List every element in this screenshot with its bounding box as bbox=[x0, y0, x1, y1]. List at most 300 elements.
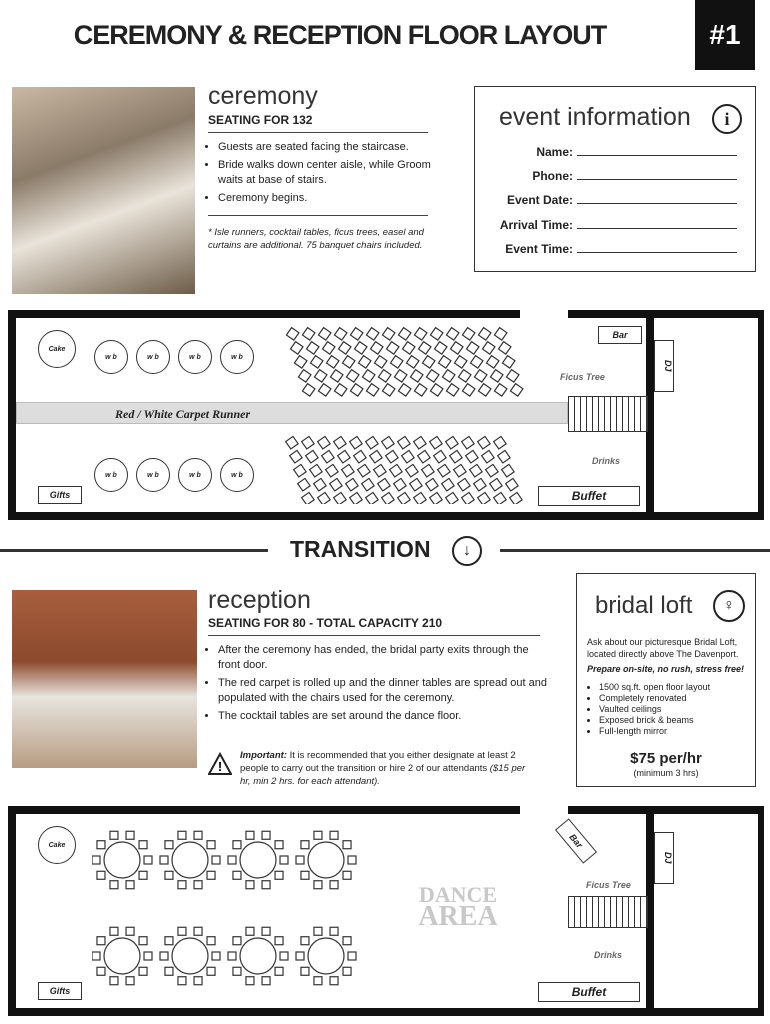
cake-table: Cake bbox=[38, 826, 76, 864]
transition-label: TRANSITION bbox=[290, 536, 431, 562]
chair bbox=[110, 881, 118, 889]
chair bbox=[110, 927, 118, 935]
ceremony-title: ceremony bbox=[208, 82, 318, 110]
chair bbox=[502, 356, 515, 369]
chair bbox=[386, 450, 399, 463]
chair bbox=[398, 384, 411, 397]
chair bbox=[246, 831, 254, 839]
chair bbox=[422, 356, 435, 369]
chair bbox=[160, 856, 168, 864]
chair bbox=[446, 436, 459, 449]
list-item: • The cocktail tables are set around the dance floor. bbox=[218, 709, 548, 724]
list-item: • Exposed brick & beams bbox=[599, 715, 759, 725]
cocktail-table: w b bbox=[178, 340, 212, 374]
cocktail-table: w b bbox=[94, 458, 128, 492]
chair bbox=[139, 871, 147, 879]
chair bbox=[474, 478, 487, 491]
chair bbox=[390, 356, 403, 369]
entrance-door bbox=[520, 310, 568, 318]
chair bbox=[350, 436, 363, 449]
chair bbox=[406, 464, 419, 477]
list-item: • Vaulted ceilings bbox=[599, 704, 759, 714]
chair bbox=[330, 370, 343, 383]
chair bbox=[194, 831, 202, 839]
chair bbox=[296, 952, 304, 960]
bridal-loft-intro: Ask about our picturesque Bridal Loft, located directly above The Davenport. bbox=[587, 637, 739, 659]
event-date-field[interactable]: Event Date: bbox=[507, 193, 737, 207]
chair bbox=[438, 464, 451, 477]
chair bbox=[306, 450, 319, 463]
chair bbox=[430, 328, 443, 341]
chair bbox=[434, 342, 447, 355]
chair bbox=[343, 841, 351, 849]
chair bbox=[454, 356, 467, 369]
chair bbox=[262, 977, 270, 985]
chair bbox=[478, 328, 491, 341]
ficus-label: Ficus Tree bbox=[560, 372, 605, 382]
chair bbox=[382, 492, 395, 504]
bridal-loft-price: $75 per/hr bbox=[630, 750, 702, 767]
chair bbox=[233, 871, 241, 879]
chair bbox=[348, 856, 356, 864]
list-item: • Bride walks down center aisle, while Groom waits at base of stairs. bbox=[218, 158, 448, 188]
chair bbox=[458, 370, 471, 383]
chair bbox=[430, 436, 443, 449]
chair bbox=[430, 384, 443, 397]
chair bbox=[438, 356, 451, 369]
chair bbox=[494, 436, 507, 449]
chair bbox=[302, 492, 315, 504]
chair bbox=[290, 342, 303, 355]
chair bbox=[478, 384, 491, 397]
chair bbox=[165, 871, 173, 879]
chair bbox=[302, 328, 315, 341]
chair bbox=[374, 356, 387, 369]
chair bbox=[194, 881, 202, 889]
chair bbox=[474, 370, 487, 383]
chair bbox=[434, 450, 447, 463]
chair bbox=[450, 450, 463, 463]
reception-bullets bbox=[208, 643, 548, 727]
chair bbox=[97, 871, 105, 879]
chair bbox=[482, 450, 495, 463]
dinner-table bbox=[172, 842, 208, 878]
chair bbox=[398, 328, 411, 341]
chair bbox=[207, 841, 215, 849]
chair bbox=[366, 384, 379, 397]
chair bbox=[314, 478, 327, 491]
chair bbox=[194, 927, 202, 935]
chair bbox=[398, 492, 411, 504]
chair bbox=[410, 370, 423, 383]
chair bbox=[275, 841, 283, 849]
chair bbox=[366, 436, 379, 449]
reception-floor-plan bbox=[8, 806, 764, 1016]
chair bbox=[366, 328, 379, 341]
chair bbox=[370, 450, 383, 463]
chair bbox=[382, 328, 395, 341]
chair bbox=[262, 927, 270, 935]
chair bbox=[178, 927, 186, 935]
chair bbox=[506, 478, 519, 491]
chair bbox=[207, 967, 215, 975]
chair bbox=[386, 342, 399, 355]
chair bbox=[207, 937, 215, 945]
chair bbox=[422, 464, 435, 477]
chair bbox=[212, 856, 220, 864]
chair bbox=[139, 841, 147, 849]
list-item: • Full-length mirror bbox=[599, 726, 759, 736]
chair bbox=[442, 370, 455, 383]
cocktail-table: w b bbox=[136, 340, 170, 374]
chair bbox=[354, 342, 367, 355]
chair bbox=[318, 436, 331, 449]
dinner-table bbox=[308, 938, 344, 974]
chair bbox=[410, 478, 423, 491]
chair bbox=[262, 881, 270, 889]
cocktail-table: w b bbox=[220, 340, 254, 374]
chair bbox=[194, 977, 202, 985]
buffet-table: Buffet bbox=[538, 486, 640, 506]
chair bbox=[394, 370, 407, 383]
svg-text:!: ! bbox=[217, 759, 223, 774]
chair bbox=[343, 937, 351, 945]
chair bbox=[414, 384, 427, 397]
chair bbox=[246, 881, 254, 889]
chair bbox=[314, 927, 322, 935]
chair bbox=[280, 856, 288, 864]
chair bbox=[494, 384, 507, 397]
chair bbox=[144, 856, 152, 864]
chair bbox=[414, 328, 427, 341]
chair bbox=[418, 342, 431, 355]
chair bbox=[298, 370, 311, 383]
layout-number-badge: #1 bbox=[695, 0, 755, 70]
dinner-table bbox=[308, 842, 344, 878]
dinner-table bbox=[240, 938, 276, 974]
arrow-down-circle-icon: ↓ bbox=[452, 536, 482, 566]
dinner-table bbox=[104, 938, 140, 974]
chair bbox=[330, 478, 343, 491]
chair bbox=[246, 977, 254, 985]
chair bbox=[306, 342, 319, 355]
chair bbox=[228, 952, 236, 960]
page-title: CEREMONY & RECEPTION FLOOR LAYOUT bbox=[73, 20, 607, 50]
chair bbox=[343, 871, 351, 879]
chair bbox=[92, 856, 100, 864]
chair bbox=[165, 841, 173, 849]
chair bbox=[296, 856, 304, 864]
chair bbox=[510, 492, 523, 504]
chair bbox=[286, 328, 299, 341]
name-field[interactable]: Name: bbox=[536, 145, 737, 159]
chair bbox=[442, 478, 455, 491]
staircase bbox=[568, 896, 648, 928]
chair bbox=[314, 370, 327, 383]
chair bbox=[233, 937, 241, 945]
chair bbox=[97, 841, 105, 849]
chair bbox=[378, 478, 391, 491]
chair bbox=[462, 328, 475, 341]
reception-title: reception bbox=[208, 586, 311, 614]
chair bbox=[470, 356, 483, 369]
chair bbox=[318, 328, 331, 341]
info-icon: i bbox=[712, 104, 742, 134]
chair bbox=[446, 492, 459, 504]
chair bbox=[178, 831, 186, 839]
chair bbox=[301, 937, 309, 945]
bridal-loft-tagline: Prepare on-site, no rush, stress free! bbox=[587, 664, 745, 674]
chair bbox=[178, 977, 186, 985]
chair bbox=[301, 841, 309, 849]
dj-booth: DJ bbox=[654, 832, 674, 884]
chair bbox=[322, 342, 335, 355]
chair bbox=[275, 871, 283, 879]
event-time-field[interactable]: Event Time: bbox=[505, 242, 737, 256]
chair bbox=[139, 967, 147, 975]
chair bbox=[506, 370, 519, 383]
dinner-table bbox=[104, 842, 140, 878]
chair bbox=[92, 952, 100, 960]
chair bbox=[294, 356, 307, 369]
chair bbox=[97, 967, 105, 975]
event-info-box bbox=[474, 86, 756, 272]
chair bbox=[212, 952, 220, 960]
chair bbox=[342, 464, 355, 477]
chair bbox=[228, 856, 236, 864]
chair bbox=[330, 881, 338, 889]
chair bbox=[294, 464, 307, 477]
entrance-door bbox=[520, 806, 568, 814]
chair bbox=[233, 841, 241, 849]
dance-area: DANCE AREA bbox=[418, 882, 498, 932]
chair bbox=[398, 436, 411, 449]
drinks-label: Drinks bbox=[592, 456, 621, 466]
chair bbox=[139, 937, 147, 945]
cocktail-table: w b bbox=[178, 458, 212, 492]
chair bbox=[165, 967, 173, 975]
carpet-runner: Red / White Carpet Runner bbox=[16, 402, 568, 424]
chair bbox=[246, 927, 254, 935]
dj-booth: DJ bbox=[654, 340, 674, 392]
chair bbox=[126, 977, 134, 985]
chair bbox=[478, 436, 491, 449]
ceremony-note: * Isle runners, cocktail tables, ficus trees, easel and curtains are additional. 75 banquet chairs included. bbox=[208, 227, 424, 251]
bar-table: Bar bbox=[555, 818, 597, 863]
chair bbox=[233, 967, 241, 975]
chair bbox=[490, 478, 503, 491]
chair bbox=[348, 952, 356, 960]
chair bbox=[334, 436, 347, 449]
dress-icon: ♀ bbox=[713, 590, 745, 622]
chair bbox=[466, 342, 479, 355]
chair bbox=[286, 436, 299, 449]
chair bbox=[126, 831, 134, 839]
reception-photo bbox=[12, 590, 197, 768]
gifts-table: Gifts bbox=[38, 486, 82, 504]
list-item: • Ceremony begins. bbox=[218, 191, 448, 206]
chair bbox=[498, 450, 511, 463]
chair bbox=[462, 384, 475, 397]
chair bbox=[302, 384, 315, 397]
chair bbox=[466, 450, 479, 463]
chair bbox=[314, 831, 322, 839]
dinner-table bbox=[172, 938, 208, 974]
chair bbox=[402, 342, 415, 355]
ceremony-floor-plan bbox=[8, 310, 764, 520]
dinner-tables bbox=[92, 820, 392, 1000]
chair bbox=[346, 370, 359, 383]
chair bbox=[482, 342, 495, 355]
bridal-loft-features bbox=[589, 682, 759, 737]
chair bbox=[314, 977, 322, 985]
chair bbox=[354, 450, 367, 463]
chair bbox=[302, 436, 315, 449]
chair bbox=[406, 356, 419, 369]
chair bbox=[494, 492, 507, 504]
chair bbox=[446, 328, 459, 341]
ficus-label: Ficus Tree bbox=[586, 880, 631, 890]
phone-field[interactable]: Phone: bbox=[532, 169, 737, 183]
chair bbox=[298, 478, 311, 491]
chair bbox=[362, 370, 375, 383]
list-item: • After the ceremony has ended, the bridal party exits through the front door. bbox=[218, 643, 548, 673]
chair bbox=[462, 436, 475, 449]
chair bbox=[394, 478, 407, 491]
bridal-loft-minimum: (minimum 3 hrs) bbox=[633, 768, 699, 778]
chair bbox=[390, 464, 403, 477]
drinks-label: Drinks bbox=[594, 950, 623, 960]
chair bbox=[362, 478, 375, 491]
chair bbox=[97, 937, 105, 945]
chair bbox=[318, 384, 331, 397]
list-item: • Guests are seated facing the staircase. bbox=[218, 140, 448, 155]
chair bbox=[126, 881, 134, 889]
chair bbox=[343, 967, 351, 975]
buffet-table: Buffet bbox=[538, 982, 640, 1002]
ceremony-bullets bbox=[208, 140, 448, 209]
cocktail-table: w b bbox=[220, 458, 254, 492]
staircase bbox=[568, 396, 648, 432]
chair bbox=[498, 342, 511, 355]
chair bbox=[178, 881, 186, 889]
chair bbox=[322, 450, 335, 463]
chair bbox=[426, 370, 439, 383]
bridal-loft-title: bridal loft bbox=[595, 592, 693, 619]
chair bbox=[478, 492, 491, 504]
chair bbox=[366, 492, 379, 504]
chair bbox=[470, 464, 483, 477]
chair bbox=[275, 967, 283, 975]
important-note: Important: It is recommended that you either designate at least 2 people to carry out the transition or hire 2 of our attendants ($15 per hr, min 2 hrs. for each attendant). bbox=[240, 750, 526, 787]
chair bbox=[334, 328, 347, 341]
chair bbox=[350, 328, 363, 341]
chair bbox=[382, 384, 395, 397]
chair bbox=[318, 492, 331, 504]
chair bbox=[330, 831, 338, 839]
chair bbox=[486, 356, 499, 369]
divider bbox=[0, 549, 268, 552]
chair bbox=[462, 492, 475, 504]
chair bbox=[494, 328, 507, 341]
chair bbox=[330, 927, 338, 935]
chair bbox=[418, 450, 431, 463]
ceremony-photo bbox=[12, 87, 195, 294]
chair bbox=[426, 478, 439, 491]
chair bbox=[414, 492, 427, 504]
cocktail-table: w b bbox=[136, 458, 170, 492]
chair bbox=[310, 464, 323, 477]
chair bbox=[490, 370, 503, 383]
divider bbox=[208, 132, 428, 133]
chair bbox=[334, 492, 347, 504]
list-item: • 1500 sq.ft. open floor layout bbox=[599, 682, 759, 692]
bridal-loft-box bbox=[576, 573, 756, 787]
chair bbox=[110, 977, 118, 985]
arrival-time-field[interactable]: Arrival Time: bbox=[500, 218, 737, 232]
chair bbox=[382, 436, 395, 449]
chair bbox=[346, 478, 359, 491]
chair bbox=[378, 370, 391, 383]
chair bbox=[207, 871, 215, 879]
list-item: • Completely renovated bbox=[599, 693, 759, 703]
event-info-title: event information bbox=[499, 103, 691, 131]
chair bbox=[358, 356, 371, 369]
chair bbox=[358, 464, 371, 477]
chair bbox=[314, 881, 322, 889]
dinner-table bbox=[240, 842, 276, 878]
chair bbox=[262, 831, 270, 839]
cake-table: Cake bbox=[38, 330, 76, 368]
chair bbox=[502, 464, 515, 477]
chair bbox=[310, 356, 323, 369]
chair bbox=[160, 952, 168, 960]
reception-seating: SEATING FOR 80 - TOTAL CAPACITY 210 bbox=[208, 616, 443, 630]
chair bbox=[301, 871, 309, 879]
chair bbox=[338, 450, 351, 463]
warning-icon bbox=[208, 752, 232, 776]
chair bbox=[275, 937, 283, 945]
chair bbox=[110, 831, 118, 839]
list-item: • The red carpet is rolled up and the dinner tables are spread out and populated with the chairs used for the ceremony. bbox=[218, 676, 548, 706]
chair bbox=[510, 384, 523, 397]
divider bbox=[208, 215, 428, 216]
cocktail-table: w b bbox=[94, 340, 128, 374]
chair bbox=[338, 342, 351, 355]
chair bbox=[330, 977, 338, 985]
gifts-table: Gifts bbox=[38, 982, 82, 1000]
chair bbox=[414, 436, 427, 449]
chair bbox=[450, 342, 463, 355]
divider bbox=[208, 635, 540, 636]
chair bbox=[334, 384, 347, 397]
chair bbox=[454, 464, 467, 477]
chair bbox=[402, 450, 415, 463]
chair bbox=[326, 356, 339, 369]
chair bbox=[350, 492, 363, 504]
chair bbox=[486, 464, 499, 477]
chair bbox=[301, 967, 309, 975]
chair bbox=[165, 937, 173, 945]
chair bbox=[342, 356, 355, 369]
chair bbox=[280, 952, 288, 960]
chair bbox=[290, 450, 303, 463]
chair bbox=[374, 464, 387, 477]
bar-table: Bar bbox=[598, 326, 642, 344]
chair bbox=[430, 492, 443, 504]
chair bbox=[350, 384, 363, 397]
chair bbox=[370, 342, 383, 355]
